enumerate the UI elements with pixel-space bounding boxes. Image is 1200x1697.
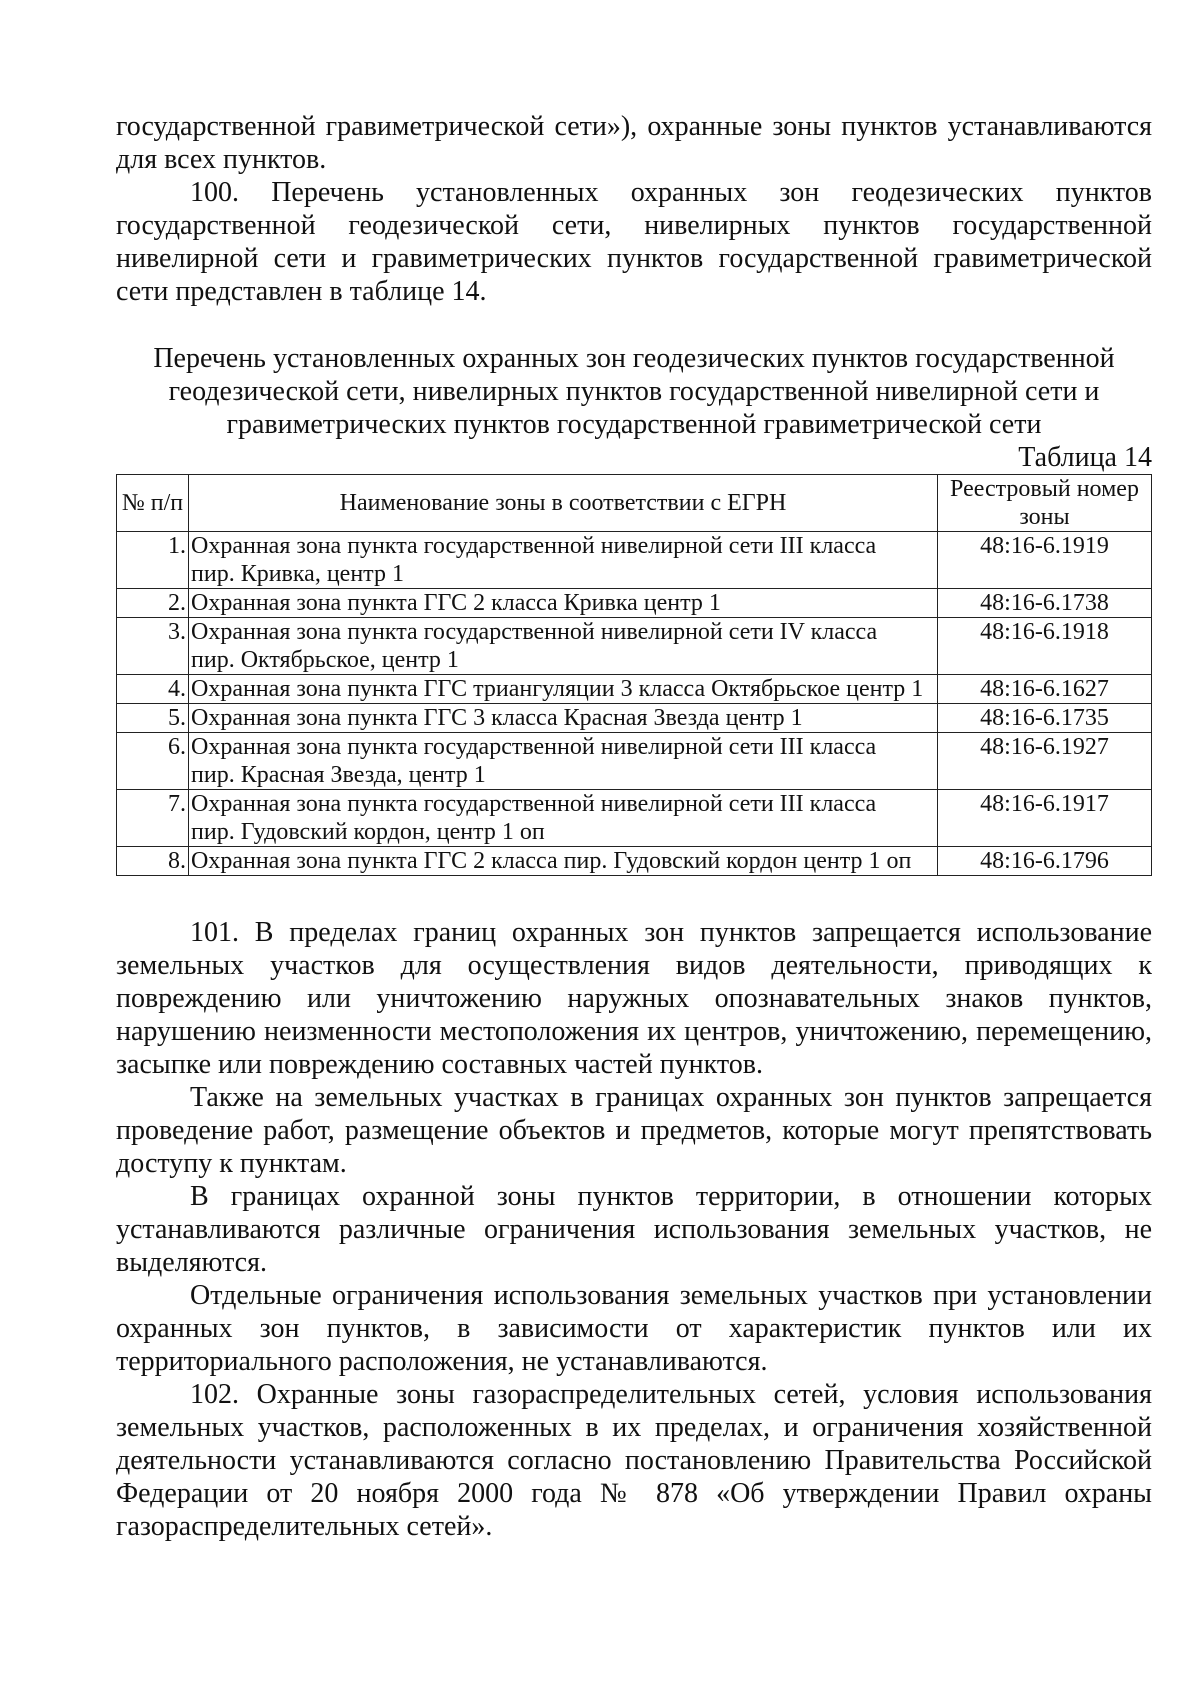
table-row: [117, 847, 1152, 876]
table-caption-line-1: Перечень установленных охранных зон геодезических пунктов государственной: [153, 343, 1115, 374]
registry-number: 48:16-6.1918: [938, 618, 1152, 675]
row-number: 5.: [117, 704, 189, 733]
zone-name: [189, 790, 938, 847]
zone-name-line-1: Охранная зона пункта ГГС 3 класса Красная Звезда центр 1: [191, 705, 803, 731]
protected-zones-table: [116, 474, 1152, 876]
table-row: [117, 733, 1152, 790]
zone-name: [189, 618, 938, 675]
paragraph-also-prohibited: Также на земельных участках в границах охранных зон пунктов запрещается проведение работ, размещение объектов и предметов, которые могут препятствовать доступу к пунктам.: [116, 1082, 1152, 1179]
table-row: [117, 675, 1152, 704]
row-number: 8.: [117, 847, 189, 876]
table-row: [117, 618, 1152, 675]
row-number: 4.: [117, 675, 189, 704]
paragraph-100: 100. Перечень установленных охранных зон геодезических пунктов государственной геодезической сети, нивелирных пунктов государственной нивелирной сети и гравиметрических пунктов государственной гравиметрической сети представлен в таблице 14.: [116, 177, 1152, 307]
registry-number: 48:16-6.1917: [938, 790, 1152, 847]
zone-name-line-1: Охранная зона пункта ГГС 2 класса Кривка центр 1: [191, 590, 721, 616]
zone-name-line-2: пир. Красная Звезда, центр 1: [191, 762, 486, 788]
paragraph-102: 102. Охранные зоны газораспределительных сетей, условия использования земельных участков, расположенных в их пределах, и ограничения хозяйственной деятельности устанавливаются согласно постановлению Правительства Российской Федерации от 20 ноября 2000 года № 878 «Об утверждении Правил охраны газораспределительных сетей».: [116, 1379, 1152, 1542]
zone-name: [189, 704, 938, 733]
table-number-label: Таблица 14: [1018, 442, 1152, 473]
row-number: 7.: [117, 790, 189, 847]
zone-name-line-1: Охранная зона пункта государственной нивелирной сети IV класса: [191, 619, 878, 645]
zone-name-line-1: Охранная зона пункта ГГС 2 класса пир. Гудовский кордон центр 1 оп: [191, 848, 912, 874]
paragraph-101: 101. В пределах границ охранных зон пунктов запрещается использование земельных участков для осуществления видов деятельности, приводящих к повреждению или уничтожению наружных опознавательных знаков пунктов, нарушению неизменности местоположения их центров, уничтожению, перемещению, засыпке или повреждению составных частей пунктов.: [116, 917, 1152, 1080]
zone-name-line-2: пир. Гудовский кордон, центр 1 оп: [191, 819, 545, 845]
row-number: 3.: [117, 618, 189, 675]
zone-name-line-2: пир. Октябрьское, центр 1: [191, 647, 459, 673]
header-number: № п/п: [117, 475, 189, 532]
zone-name-line-1: Охранная зона пункта государственной нивелирной сети III класса: [191, 734, 877, 760]
table-row: [117, 704, 1152, 733]
paragraph-continuation: государственной гравиметрической сети»), охранные зоны пунктов устанавливаются для всех пунктов.: [116, 111, 1152, 175]
registry-number: 48:16-6.1738: [938, 589, 1152, 618]
row-number: 1.: [117, 532, 189, 589]
zone-name-line-1: Охранная зона пункта ГГС триангуляции 3 класса Октябрьское центр 1: [191, 676, 924, 702]
registry-number: 48:16-6.1627: [938, 675, 1152, 704]
table-header-row: [117, 475, 1152, 532]
row-number: 6.: [117, 733, 189, 790]
table-caption-line-2: геодезической сети, нивелирных пунктов государственной нивелирной сети и: [168, 376, 1100, 407]
table-caption-line-3: гравиметрических пунктов государственной гравиметрической сети: [226, 409, 1042, 440]
row-number: 2.: [117, 589, 189, 618]
table-row: [117, 790, 1152, 847]
paragraph-not-established: Отдельные ограничения использования земельных участков при установлении охранных зон пунктов, в зависимости от характеристик пунктов или их территориального расположения, не устанавливаются.: [116, 1280, 1152, 1377]
zone-name: [189, 589, 938, 618]
registry-number: 48:16-6.1735: [938, 704, 1152, 733]
header-zone-name: Наименование зоны в соответствии с ЕГРН: [189, 475, 938, 532]
zone-name: [189, 675, 938, 704]
header-registry-number: Реестровый номер зоны: [938, 475, 1152, 532]
document-page: [116, 110, 1152, 1543]
registry-number: 48:16-6.1927: [938, 733, 1152, 790]
paragraph-not-allocated: В границах охранной зоны пунктов территории, в отношении которых устанавливаются различные ограничения использования земельных участков, не выделяются.: [116, 1181, 1152, 1278]
zone-name: [189, 847, 938, 876]
zone-name: [189, 532, 938, 589]
zone-name-line-1: Охранная зона пункта государственной нивелирной сети III класса: [191, 533, 877, 559]
registry-number: 48:16-6.1796: [938, 847, 1152, 876]
zone-name-line-2: пир. Кривка, центр 1: [191, 561, 404, 587]
table-row: [117, 532, 1152, 589]
table-row: [117, 589, 1152, 618]
table-caption: [116, 342, 1152, 441]
registry-number: 48:16-6.1919: [938, 532, 1152, 589]
zone-name-line-1: Охранная зона пункта государственной нивелирной сети III класса: [191, 791, 877, 817]
zone-name: [189, 733, 938, 790]
